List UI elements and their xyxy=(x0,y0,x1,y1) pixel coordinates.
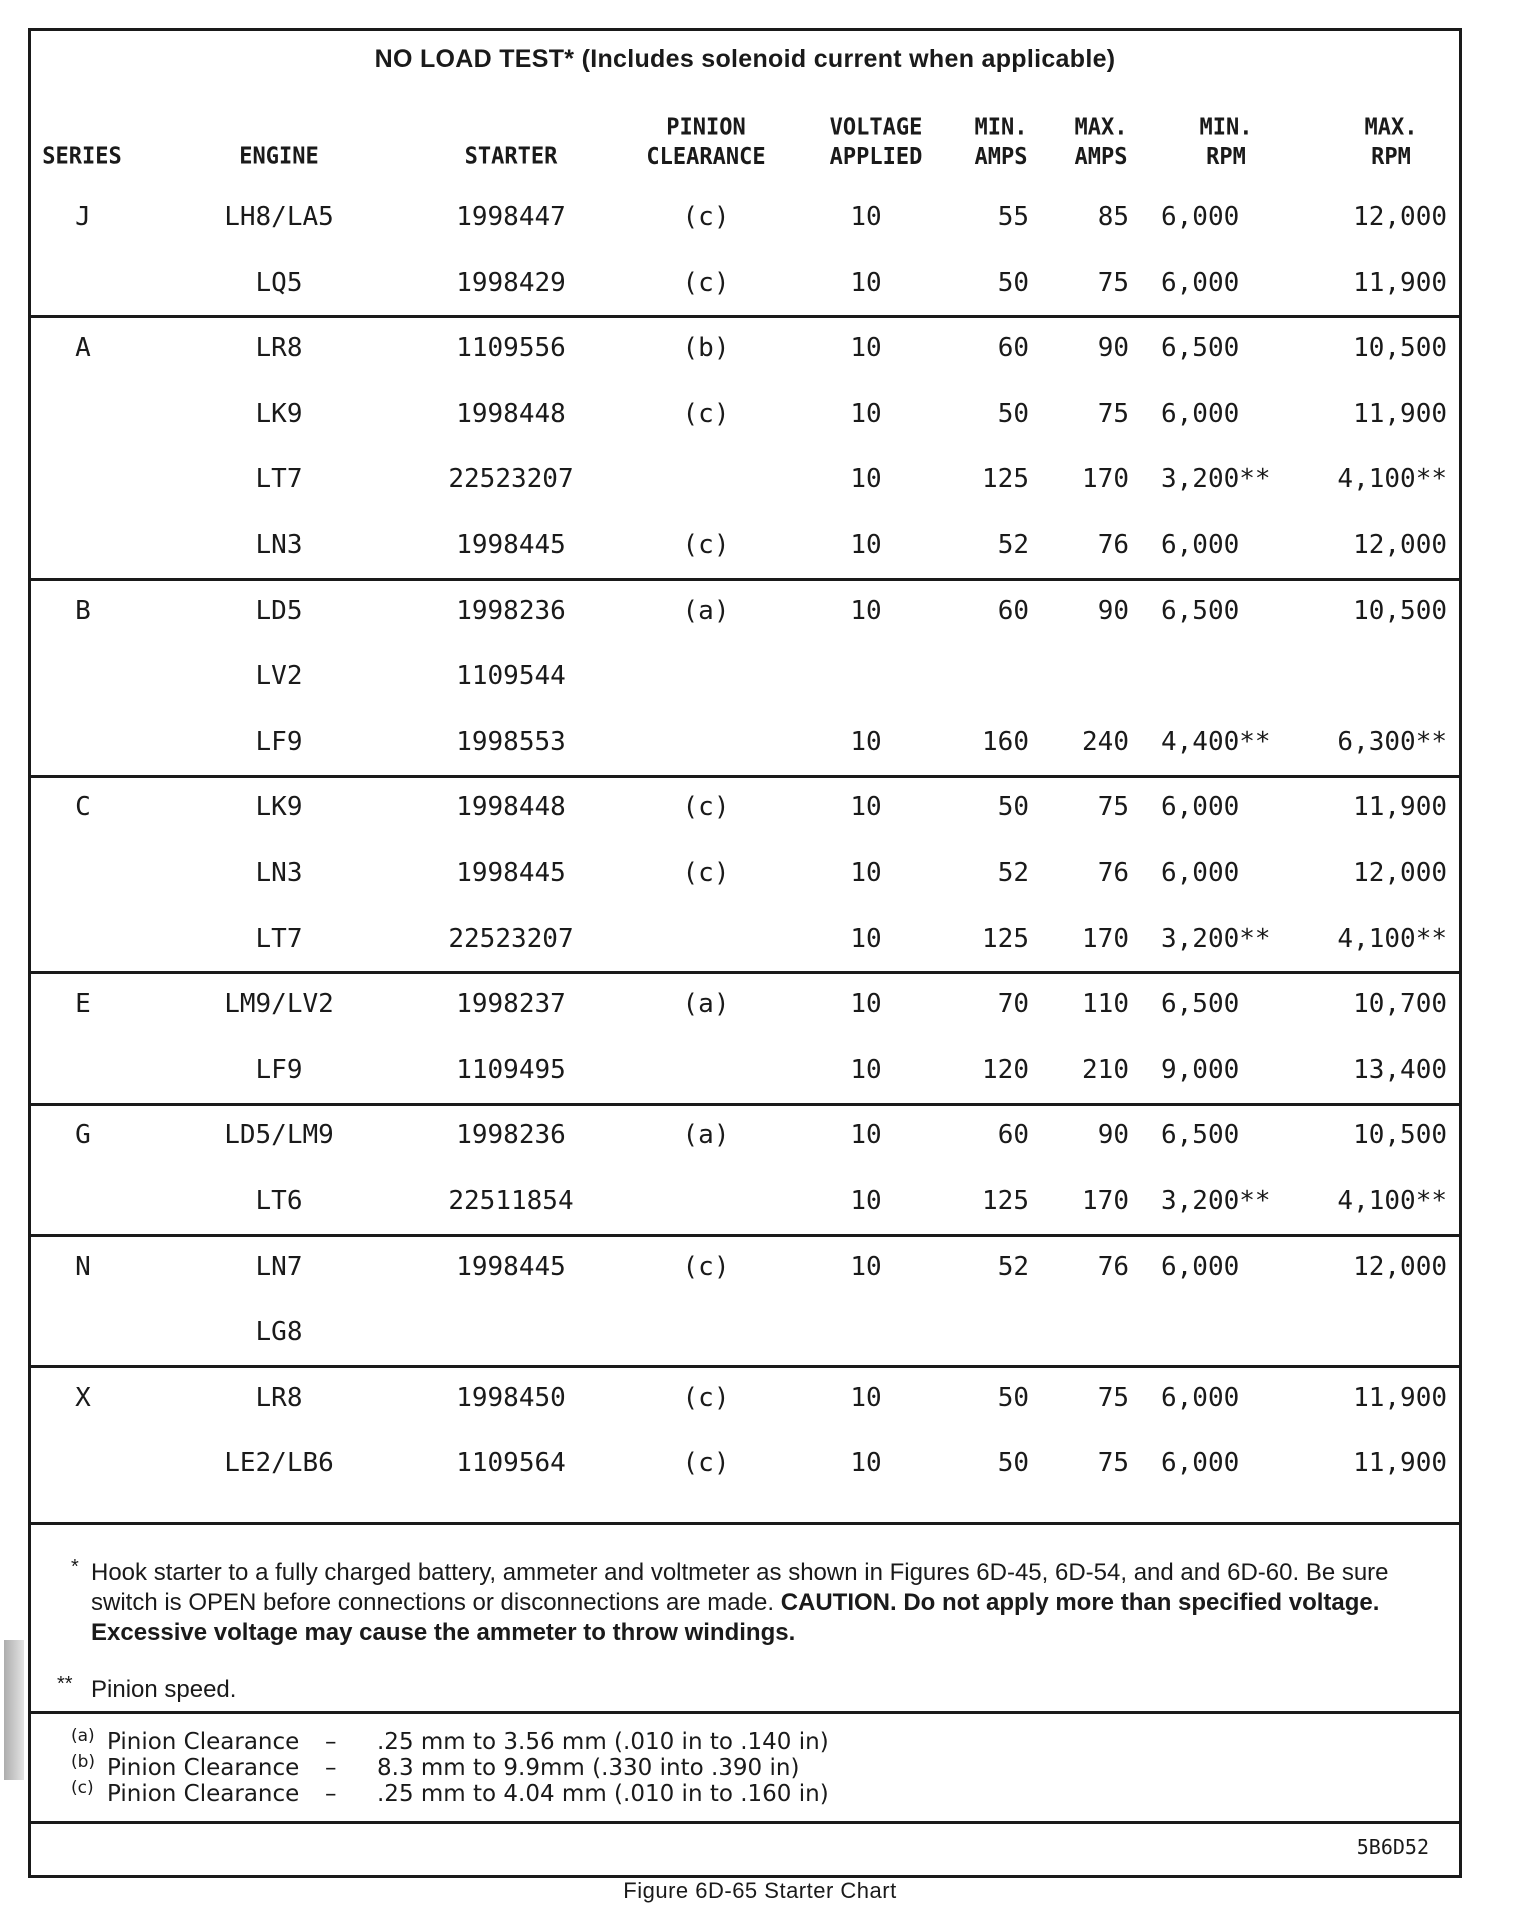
cell-max-amps: 90 xyxy=(1097,595,1129,626)
header-min-amps xyxy=(956,114,1046,173)
table-row xyxy=(31,709,1459,775)
header-min-rpm-line2: RPM xyxy=(1206,144,1246,171)
cell-min-rpm: 6,500 xyxy=(1161,595,1240,626)
header-starter: STARTER xyxy=(464,143,558,170)
table-row xyxy=(31,906,1459,972)
cell-voltage: 10 xyxy=(850,1382,882,1413)
cell-pinion: (c) xyxy=(682,1448,730,1479)
header-max-rpm-line2: RPM xyxy=(1371,144,1411,171)
cell-min-rpm: 6,000 xyxy=(1161,1251,1240,1282)
cell-min-rpm: 3,200** xyxy=(1161,1186,1271,1216)
header-voltage-line2: APPLIED xyxy=(829,144,923,171)
cell-max-rpm: 10,500 xyxy=(1353,333,1447,364)
cell-engine: LH8/LA5 xyxy=(224,202,334,232)
cell-engine: LT7 xyxy=(255,923,303,954)
pinion-note-value: 8.3 mm to 9.9mm (.330 into .390 in) xyxy=(377,1755,800,1781)
cell-series: J xyxy=(75,202,91,232)
cell-min-amps: 70 xyxy=(997,989,1029,1020)
table-title: NO LOAD TEST* (Includes solenoid current when applicable) xyxy=(374,45,1116,73)
cell-voltage: 10 xyxy=(850,267,882,298)
cell-engine: LK9 xyxy=(255,792,303,823)
cell-max-amps: 75 xyxy=(1097,792,1129,823)
cell-series: G xyxy=(75,1120,91,1151)
cell-engine: LF9 xyxy=(255,726,303,757)
header-pinion-line1: PINION xyxy=(666,114,746,141)
pinion-note-dash: – xyxy=(325,1781,337,1807)
table-row xyxy=(31,578,1459,644)
cell-engine: LE2/LB6 xyxy=(224,1448,334,1479)
cell-starter: 1998236 xyxy=(456,1120,566,1151)
cell-engine: LT7 xyxy=(255,464,303,495)
cell-pinion: (c) xyxy=(682,1382,730,1413)
header-voltage-line1: VOLTAGE xyxy=(829,114,923,141)
cell-starter: 1998450 xyxy=(456,1382,566,1413)
cell-max-amps: 210 xyxy=(1082,1054,1129,1085)
cell-max-rpm: 12,000 xyxy=(1353,530,1447,560)
cell-engine: LD5 xyxy=(255,595,303,626)
cell-min-amps: 125 xyxy=(982,923,1029,954)
cell-min-rpm: 6,500 xyxy=(1161,333,1240,364)
header-min-amps-line1: MIN. xyxy=(974,114,1028,141)
cell-min-amps: 120 xyxy=(982,1054,1029,1085)
header-pinion xyxy=(621,114,791,173)
cell-min-rpm: 6,500 xyxy=(1161,1120,1240,1151)
cell-voltage: 10 xyxy=(850,1186,882,1216)
cell-starter: 1109564 xyxy=(456,1448,566,1479)
cell-min-amps: 52 xyxy=(997,858,1029,888)
table-row xyxy=(31,971,1459,1037)
cell-min-rpm: 6,000 xyxy=(1161,858,1240,888)
cell-starter: 1998447 xyxy=(456,202,566,232)
cell-max-rpm: 11,900 xyxy=(1353,267,1447,298)
cell-pinion: (a) xyxy=(682,989,730,1020)
cell-max-amps: 90 xyxy=(1097,1120,1129,1151)
cell-voltage: 10 xyxy=(850,858,882,888)
cell-min-amps: 125 xyxy=(982,464,1029,495)
cell-pinion: (a) xyxy=(682,1120,730,1151)
cell-max-amps: 240 xyxy=(1082,726,1129,757)
pinion-note-mark: (c) xyxy=(71,1778,94,1798)
table-row xyxy=(31,446,1459,512)
cell-series: C xyxy=(75,792,91,823)
cell-min-amps: 160 xyxy=(982,726,1029,757)
cell-min-rpm: 9,000 xyxy=(1161,1054,1240,1085)
cell-max-rpm: 11,900 xyxy=(1353,792,1447,823)
cell-max-rpm: 10,500 xyxy=(1353,1120,1447,1151)
header-max-rpm-line1: MAX. xyxy=(1364,114,1418,141)
cell-min-rpm: 3,200** xyxy=(1161,464,1271,495)
cell-max-rpm: 13,400 xyxy=(1353,1054,1447,1085)
cell-max-amps: 170 xyxy=(1082,923,1129,954)
table-row xyxy=(31,184,1459,250)
footnote-star-mark: * xyxy=(71,1556,79,1578)
cell-starter: 1998445 xyxy=(456,1251,566,1282)
table-row xyxy=(31,1102,1459,1168)
cell-voltage: 10 xyxy=(850,595,882,626)
table-row xyxy=(31,315,1459,381)
cell-series: A xyxy=(75,333,91,364)
cell-voltage: 10 xyxy=(850,1120,882,1151)
cell-engine: LN3 xyxy=(255,858,303,888)
cell-min-amps: 60 xyxy=(997,1120,1029,1151)
cell-pinion: (c) xyxy=(682,530,730,560)
cell-max-rpm: 11,900 xyxy=(1353,398,1447,429)
pinion-note-label: Pinion Clearance xyxy=(107,1781,300,1807)
cell-starter: 1998448 xyxy=(456,792,566,823)
cell-engine: LN3 xyxy=(255,530,303,560)
cell-max-rpm: 6,300** xyxy=(1337,726,1447,757)
cell-min-rpm: 6,000 xyxy=(1161,202,1240,232)
cell-series: E xyxy=(75,989,91,1020)
pinion-note xyxy=(71,1752,829,1781)
pinion-note xyxy=(71,1726,829,1755)
pinion-clearance-notes xyxy=(71,1726,829,1807)
cell-min-rpm: 4,400** xyxy=(1161,726,1271,757)
cell-engine: LR8 xyxy=(255,1382,303,1413)
cell-min-rpm: 6,000 xyxy=(1161,398,1240,429)
cell-starter: 1998236 xyxy=(456,595,566,626)
cell-min-rpm: 6,500 xyxy=(1161,989,1240,1020)
pinion-note-value: .25 mm to 3.56 mm (.010 in to .140 in) xyxy=(377,1729,829,1755)
cell-min-amps: 60 xyxy=(997,595,1029,626)
cell-starter: 1109556 xyxy=(456,333,566,364)
cell-min-amps: 50 xyxy=(997,267,1029,298)
cell-voltage: 10 xyxy=(850,1054,882,1085)
cell-max-rpm: 12,000 xyxy=(1353,202,1447,232)
cell-min-amps: 50 xyxy=(997,398,1029,429)
header-pinion-line2: CLEARANCE xyxy=(646,144,766,171)
footnote-caution-text: CAUTION. Do not apply more than specified voltage. Excessive voltage may cause the ammeter to throw windings. xyxy=(91,1589,1380,1646)
cell-engine: LF9 xyxy=(255,1054,303,1085)
cell-min-amps: 52 xyxy=(997,530,1029,560)
pinion-note-value: .25 mm to 4.04 mm (.010 in to .160 in) xyxy=(377,1781,829,1807)
cell-min-rpm: 6,000 xyxy=(1161,1448,1240,1479)
cell-max-amps: 75 xyxy=(1097,267,1129,298)
cell-engine: LT6 xyxy=(255,1186,303,1216)
cell-voltage: 10 xyxy=(850,333,882,364)
cell-voltage: 10 xyxy=(850,792,882,823)
figure-code: 5B6D52 xyxy=(1356,1835,1429,1859)
cell-max-rpm: 10,700 xyxy=(1353,989,1447,1020)
table-row xyxy=(31,840,1459,906)
cell-engine: LG8 xyxy=(255,1317,303,1348)
cell-voltage: 10 xyxy=(850,530,882,560)
cell-max-amps: 170 xyxy=(1082,464,1129,495)
cell-series: B xyxy=(75,595,91,626)
cell-max-amps: 90 xyxy=(1097,333,1129,364)
cell-max-rpm: 12,000 xyxy=(1353,858,1447,888)
header-engine: ENGINE xyxy=(239,143,319,170)
cell-max-rpm: 4,100** xyxy=(1337,1186,1447,1216)
cell-voltage: 10 xyxy=(850,989,882,1020)
starter-chart-table xyxy=(28,28,1462,1878)
header-max-amps-line1: MAX. xyxy=(1074,114,1128,141)
header-min-rpm-line1: MIN. xyxy=(1199,114,1253,141)
cell-max-rpm: 10,500 xyxy=(1353,595,1447,626)
header-max-amps-line2: AMPS xyxy=(1074,144,1128,171)
cell-pinion: (a) xyxy=(682,595,730,626)
cell-voltage: 10 xyxy=(850,202,882,232)
cell-series: X xyxy=(75,1382,91,1413)
table-end-divider xyxy=(31,1522,1459,1525)
cell-max-amps: 76 xyxy=(1097,858,1129,888)
cell-starter: 22523207 xyxy=(448,923,574,954)
footnote-double-star-text: Pinion speed. xyxy=(91,1676,237,1703)
cell-min-rpm: 6,000 xyxy=(1161,1382,1240,1413)
cell-max-rpm: 12,000 xyxy=(1353,1251,1447,1282)
cell-min-rpm: 6,000 xyxy=(1161,267,1240,298)
cell-min-amps: 50 xyxy=(997,1382,1029,1413)
pinion-note-dash: – xyxy=(325,1755,337,1781)
cell-engine: LR8 xyxy=(255,333,303,364)
table-row xyxy=(31,512,1459,578)
cell-max-rpm: 4,100** xyxy=(1337,464,1447,495)
cell-engine: LV2 xyxy=(255,661,303,692)
footnote-star-text: Hook starter to a fully charged battery, ammeter and voltmeter as shown in Figures 6D-45, 6D-54, and and 6D-60. Be sure switch is OPEN before connections or disconnections are made. xyxy=(91,1559,1389,1616)
cell-min-rpm: 6,000 xyxy=(1161,530,1240,560)
cell-max-amps: 75 xyxy=(1097,398,1129,429)
pinion-note xyxy=(71,1778,829,1807)
cell-starter: 1998237 xyxy=(456,989,566,1020)
cell-starter: 1998448 xyxy=(456,398,566,429)
scan-smudge xyxy=(4,1640,24,1780)
cell-starter: 1998445 xyxy=(456,530,566,560)
cell-pinion: (c) xyxy=(682,792,730,823)
cell-pinion: (c) xyxy=(682,858,730,888)
cell-pinion: (c) xyxy=(682,398,730,429)
footnote-divider xyxy=(31,1711,1459,1714)
table-row xyxy=(31,381,1459,447)
table-row xyxy=(31,774,1459,840)
cell-starter: 1998553 xyxy=(456,726,566,757)
cell-max-amps: 85 xyxy=(1097,202,1129,232)
cell-min-amps: 60 xyxy=(997,333,1029,364)
cell-voltage: 10 xyxy=(850,726,882,757)
cell-max-rpm: 4,100** xyxy=(1337,923,1447,954)
cell-max-amps: 75 xyxy=(1097,1448,1129,1479)
cell-voltage: 10 xyxy=(850,1448,882,1479)
cell-max-rpm: 11,900 xyxy=(1353,1448,1447,1479)
pinion-note-label: Pinion Clearance xyxy=(107,1729,300,1755)
cell-min-rpm: 3,200** xyxy=(1161,923,1271,954)
table-row xyxy=(31,1037,1459,1103)
cell-min-amps: 55 xyxy=(997,202,1029,232)
table-row xyxy=(31,1234,1459,1300)
table-row xyxy=(31,1430,1459,1496)
cell-pinion: (b) xyxy=(682,333,730,364)
cell-pinion: (c) xyxy=(682,202,730,232)
cell-voltage: 10 xyxy=(850,398,882,429)
header-max-amps xyxy=(1056,114,1146,173)
cell-min-rpm: 6,000 xyxy=(1161,792,1240,823)
cell-max-amps: 75 xyxy=(1097,1382,1129,1413)
cell-max-amps: 110 xyxy=(1082,989,1129,1020)
figure-caption: Figure 6D-65 Starter Chart xyxy=(623,1878,897,1903)
header-min-rpm xyxy=(1181,114,1271,173)
header-max-rpm xyxy=(1341,114,1441,173)
bottom-divider xyxy=(31,1821,1459,1824)
cell-starter: 1998445 xyxy=(456,858,566,888)
cell-starter: 1109495 xyxy=(456,1054,566,1085)
cell-min-amps: 50 xyxy=(997,1448,1029,1479)
table-row xyxy=(31,643,1459,709)
cell-voltage: 10 xyxy=(850,464,882,495)
cell-starter: 1109544 xyxy=(456,661,566,692)
header-min-amps-line2: AMPS xyxy=(974,144,1028,171)
cell-series: N xyxy=(75,1251,91,1282)
footnote-double-star-mark: ** xyxy=(57,1673,73,1695)
cell-engine: LM9/LV2 xyxy=(224,989,334,1020)
cell-max-amps: 76 xyxy=(1097,1251,1129,1282)
cell-voltage: 10 xyxy=(850,1251,882,1282)
pinion-note-dash: – xyxy=(325,1729,337,1755)
cell-max-rpm: 11,900 xyxy=(1353,1382,1447,1413)
cell-engine: LQ5 xyxy=(255,267,303,298)
cell-min-amps: 125 xyxy=(982,1186,1029,1216)
cell-starter: 22523207 xyxy=(448,464,574,495)
cell-voltage: 10 xyxy=(850,923,882,954)
cell-max-amps: 76 xyxy=(1097,530,1129,560)
header-voltage xyxy=(796,114,956,173)
pinion-note-label: Pinion Clearance xyxy=(107,1755,300,1781)
pinion-note-mark: (a) xyxy=(71,1726,95,1746)
cell-starter: 22511854 xyxy=(448,1186,574,1216)
cell-min-amps: 52 xyxy=(997,1251,1029,1282)
pinion-note-mark: (b) xyxy=(71,1752,96,1772)
cell-min-amps: 50 xyxy=(997,792,1029,823)
table-row xyxy=(31,1365,1459,1431)
footnote-star xyxy=(71,1556,1433,1648)
footnote-double-star xyxy=(57,1673,1433,1705)
header-series: SERIES xyxy=(42,143,122,170)
cell-engine: LK9 xyxy=(255,398,303,429)
cell-engine: LD5/LM9 xyxy=(224,1120,334,1151)
table-row xyxy=(31,1299,1459,1365)
table-row xyxy=(31,250,1459,316)
cell-engine: LN7 xyxy=(255,1251,303,1282)
cell-pinion: (c) xyxy=(682,1251,730,1282)
cell-pinion: (c) xyxy=(682,267,730,298)
cell-max-amps: 170 xyxy=(1082,1186,1129,1216)
cell-starter: 1998429 xyxy=(456,267,566,298)
table-row xyxy=(31,1168,1459,1234)
